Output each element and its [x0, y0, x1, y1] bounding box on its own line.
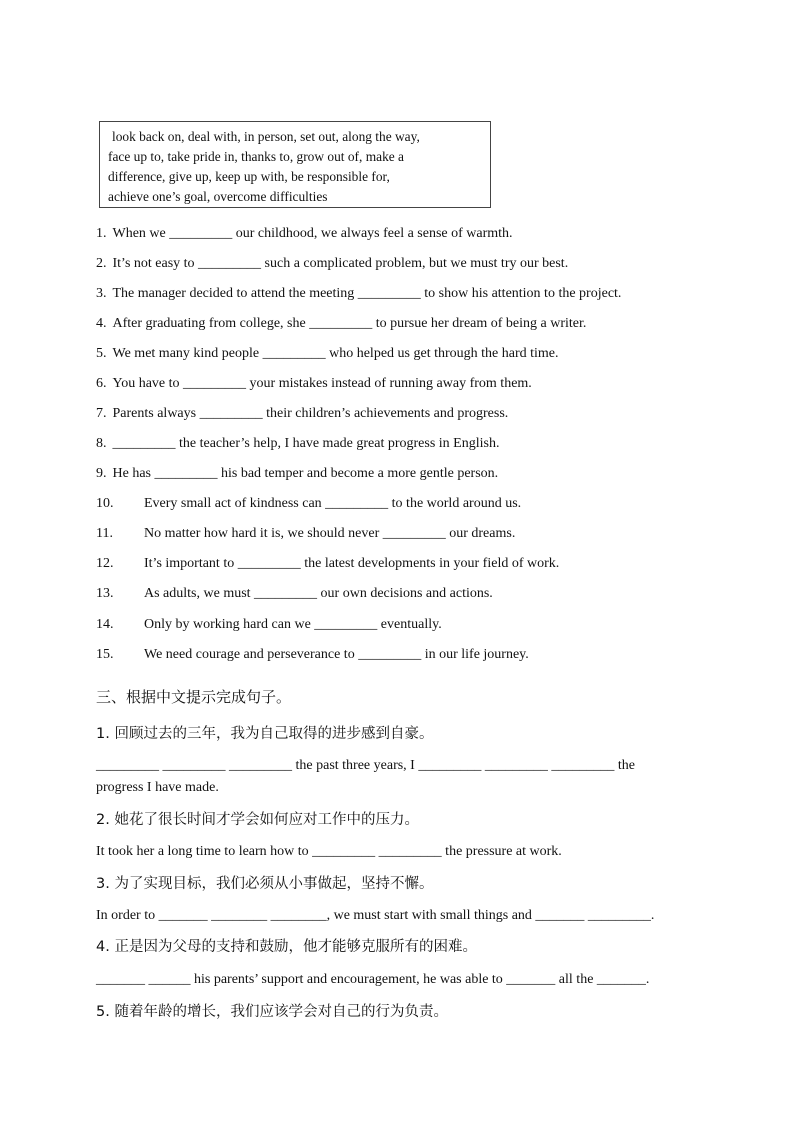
- question-text: It’s important to _________ the latest developments in your field of work.: [144, 556, 560, 571]
- phrase-bank-box: [99, 121, 491, 208]
- question-text: You have to _________ your mistakes instead of running away from them.: [112, 376, 532, 391]
- english-sentence-line: _______ ______ his parents’ support and encouragement, he was able to _______ all the _______.: [96, 972, 650, 987]
- question-number: 9.: [96, 466, 107, 481]
- question-item: [96, 647, 529, 663]
- question-number: 7.: [96, 406, 107, 421]
- question-number: 4.: [96, 316, 107, 331]
- question-item: [96, 436, 499, 452]
- chinese-prompt: 4. 正是因为父母的支持和鼓励，他才能够克服所有的困难。: [96, 939, 477, 955]
- question-item: [96, 376, 532, 392]
- question-item: [96, 466, 498, 482]
- question-item: [96, 526, 515, 542]
- question-item: [96, 496, 521, 512]
- english-sentence-line: In order to _______ ________ ________, we must start with small things and _______ _________.: [96, 908, 655, 923]
- english-sentence-line: It took her a long time to learn how to _________ _________ the pressure at work.: [96, 844, 562, 859]
- english-sentence-line: progress I have made.: [96, 780, 219, 795]
- english-sentence-line: _________ _________ _________ the past three years, I _________ _________ _________ the: [96, 758, 635, 773]
- question-item: [96, 556, 559, 572]
- question-text: Parents always _________ their children’s achievements and progress.: [112, 406, 509, 421]
- phrase-bank-line: face up to, take pride in, thanks to, grow out of, make a: [108, 149, 404, 164]
- question-number: 6.: [96, 376, 107, 391]
- chinese-prompt: 1. 回顾过去的三年，我为自己取得的进步感到自豪。: [96, 726, 434, 742]
- question-number: 1.: [96, 226, 107, 241]
- question-item: [96, 406, 508, 422]
- question-number: 12.: [96, 556, 114, 571]
- chinese-prompt: 2. 她花了很长时间才学会如何应对工作中的压力。: [96, 812, 419, 828]
- question-text: The manager decided to attend the meeting _________ to show his attention to the project.: [112, 286, 622, 301]
- question-item: [96, 256, 568, 272]
- question-item: [96, 316, 586, 332]
- question-text: Only by working hard can we _________ eventually.: [144, 617, 442, 632]
- phrase-bank-line: achieve one’s goal, overcome difficulties: [108, 189, 328, 204]
- chinese-prompt: 5. 随着年龄的增长，我们应该学会对自己的行为负责。: [96, 1004, 448, 1020]
- question-text: No matter how hard it is, we should never _________ our dreams.: [144, 526, 516, 541]
- phrase-bank-line: look back on, deal with, in person, set out, along the way,: [112, 129, 420, 144]
- question-number: 15.: [96, 647, 114, 662]
- question-number: 14.: [96, 617, 114, 632]
- question-text: After graduating from college, she _________ to pursue her dream of being a writer.: [112, 316, 587, 331]
- phrase-bank-line: difference, give up, keep up with, be responsible for,: [108, 169, 390, 184]
- chinese-prompt: 3. 为了实现目标，我们必须从小事做起，坚持不懈。: [96, 876, 434, 892]
- question-item: [96, 586, 493, 602]
- question-text: When we _________ our childhood, we always feel a sense of warmth.: [112, 226, 513, 241]
- question-text: It’s not easy to _________ such a complicated problem, but we must try our best.: [112, 256, 569, 271]
- question-item: [96, 617, 442, 633]
- question-number: 5.: [96, 346, 107, 361]
- question-item: [96, 346, 559, 362]
- question-item: [96, 286, 621, 302]
- question-text: We need courage and perseverance to _________ in our life journey.: [144, 647, 529, 662]
- question-text: _________ the teacher’s help, I have made great progress in English.: [112, 436, 500, 451]
- question-number: 13.: [96, 586, 114, 601]
- question-text: Every small act of kindness can _________ to the world around us.: [144, 496, 522, 511]
- section-heading: 三、根据中文提示完成句子。: [96, 688, 292, 706]
- question-number: 2.: [96, 256, 107, 271]
- question-number: 3.: [96, 286, 107, 301]
- question-text: We met many kind people _________ who helped us get through the hard time.: [112, 346, 559, 361]
- question-item: [96, 226, 513, 242]
- question-text: As adults, we must _________ our own decisions and actions.: [144, 586, 493, 601]
- question-number: 8.: [96, 436, 107, 451]
- question-number: 10.: [96, 496, 114, 511]
- question-number: 11.: [96, 526, 113, 541]
- question-text: He has _________ his bad temper and become a more gentle person.: [112, 466, 499, 481]
